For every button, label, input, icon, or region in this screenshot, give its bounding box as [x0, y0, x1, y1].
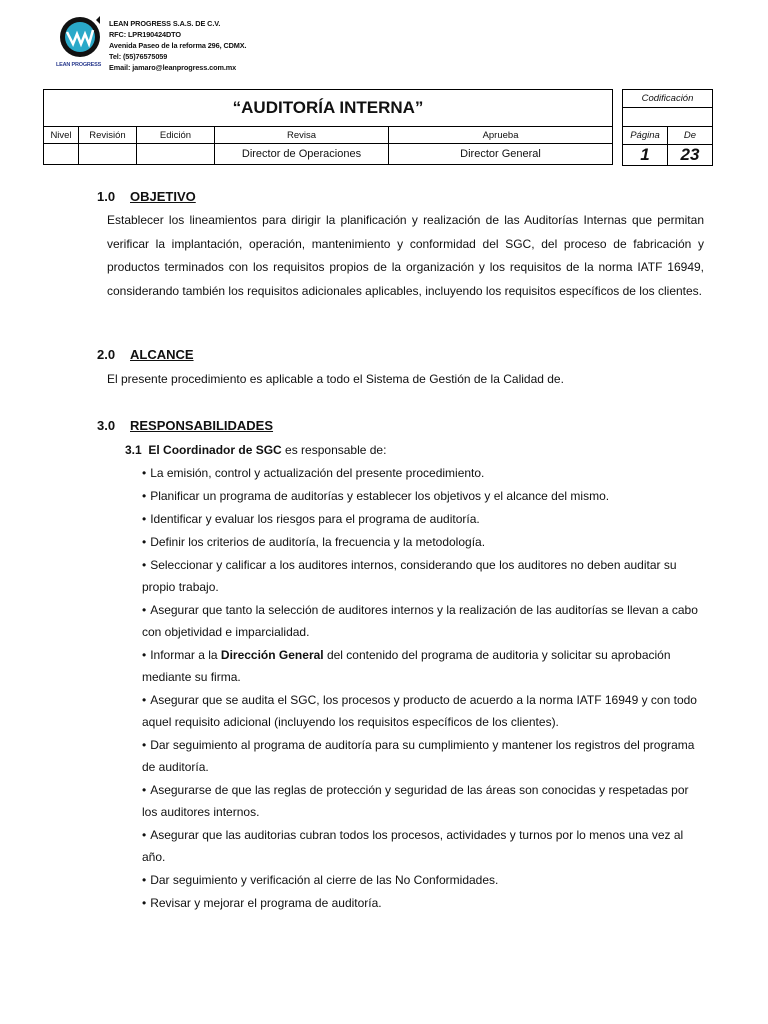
company-address: Avenida Paseo de la reforma 296, CDMX. — [109, 41, 247, 50]
section-title: OBJETIVO — [130, 189, 196, 204]
section-number: 3.0 — [97, 418, 116, 433]
section-title: RESPONSABILIDADES — [130, 418, 274, 433]
section-alcance-text: El presente procedimiento es aplicable a todo el Sistema de Gestión de la Calidad de. — [107, 372, 564, 386]
company-email: Email: jamaro@leanprogress.com.mx — [109, 63, 237, 72]
company-logo — [58, 14, 102, 72]
responsibilities-list — [142, 462, 702, 915]
header-val-nivel — [44, 144, 79, 165]
header-val-revisa: Director de Operaciones — [215, 144, 389, 165]
list-item: • Revisar y mejorar el programa de auditoría. — [142, 892, 702, 914]
list-item: • Asegurar que se audita el SGC, los procesos y producto de acuerdo a la norma IATF 16949 y con todo aquel requisito adicional (incluyendo los requisitos específicos de los clientes). — [142, 689, 702, 733]
page-total: 23 — [668, 145, 713, 166]
section-title: ALCANCE — [130, 347, 194, 362]
header-col-aprueba: Aprueba — [389, 127, 613, 144]
list-item: • Informar a la Dirección General del contenido del programa de auditoria y solicitar su aprobación mediante su firma. — [142, 644, 702, 688]
company-info — [109, 18, 246, 73]
list-item: • Asegurar que tanto la selección de auditores internos y la realización de las auditorías se llevan a cabo con objetividad e imparcialidad. — [142, 599, 702, 643]
list-item: • Definir los criterios de auditoría, la frecuencia y la metodología. — [142, 531, 702, 553]
section-objetivo-heading — [97, 189, 196, 204]
subsection-bold: El Coordinador de SGC — [148, 443, 282, 457]
header-col-revisa: Revisa — [215, 127, 389, 144]
page-number: 1 — [623, 145, 668, 166]
list-item: • Dar seguimiento al programa de auditoría para su cumplimiento y mantener los registros del programa de auditoría. — [142, 734, 702, 778]
list-item: • Dar seguimiento y verificación al cierre de las No Conformidades. — [142, 869, 702, 891]
logo-text: LEAN PROGRESS — [56, 62, 102, 68]
list-item: • Seleccionar y calificar a los auditores internos, considerando que los auditores no deben auditar su propio trabajo. — [142, 554, 702, 598]
subsection-3-1 — [125, 443, 386, 457]
list-item: • Asegurar que las auditorias cubran todos los procesos, actividades y turnos por lo menos una vez al año. — [142, 824, 702, 868]
company-name: LEAN PROGRESS S.A.S. DE C.V. — [109, 19, 221, 28]
subsection-number: 3.1 — [125, 443, 142, 457]
section-number: 2.0 — [97, 347, 116, 362]
document-title: “AUDITORÍA INTERNA” — [44, 90, 613, 127]
codification-box — [622, 89, 713, 166]
header-col-edicion: Edición — [137, 127, 215, 144]
header-val-edicion — [137, 144, 215, 165]
list-item: • Asegurarse de que las reglas de protección y seguridad de las áreas son conocidas y respetadas por los auditores internos. — [142, 779, 702, 823]
list-item: • Identificar y evaluar los riesgos para el programa de auditoría. — [142, 508, 702, 530]
company-tel: Tel: (55)76575059 — [109, 52, 168, 61]
section-responsabilidades-heading — [97, 418, 273, 433]
subsection-text: es responsable de: — [281, 443, 387, 457]
header-col-nivel: Nivel — [44, 127, 79, 144]
header-val-aprueba: Director General — [389, 144, 613, 165]
list-item: • La emisión, control y actualización del presente procedimiento. — [142, 462, 702, 484]
section-number: 1.0 — [97, 189, 116, 204]
codification-label: Codificación — [623, 90, 713, 108]
header-val-revision — [79, 144, 137, 165]
section-alcance-heading — [97, 347, 194, 362]
company-rfc: RFC: LPR190424DTO — [109, 30, 181, 39]
list-item: • Planificar un programa de auditorías y establecer los objetivos y el alcance del mismo. — [142, 485, 702, 507]
section-objetivo-text: Establecer los lineamientos para dirigir la planificación y realización de las Auditorías Internas que permitan verificar la implantación, operación, mantenimiento y conformidad del SGC, del proceso de fabricación y productos terminados con los requisitos propios de la organización y los requisitos de la norma IATF 16949, considerando también los requisitos adicionales aplicables, incluyendo los requisitos específicos de los clientes. — [107, 213, 704, 298]
document-header-table — [43, 89, 613, 165]
of-label: De — [668, 127, 713, 145]
page-label: Página — [623, 127, 668, 145]
codification-value — [623, 108, 713, 127]
header-col-revision: Revisión — [79, 127, 137, 144]
